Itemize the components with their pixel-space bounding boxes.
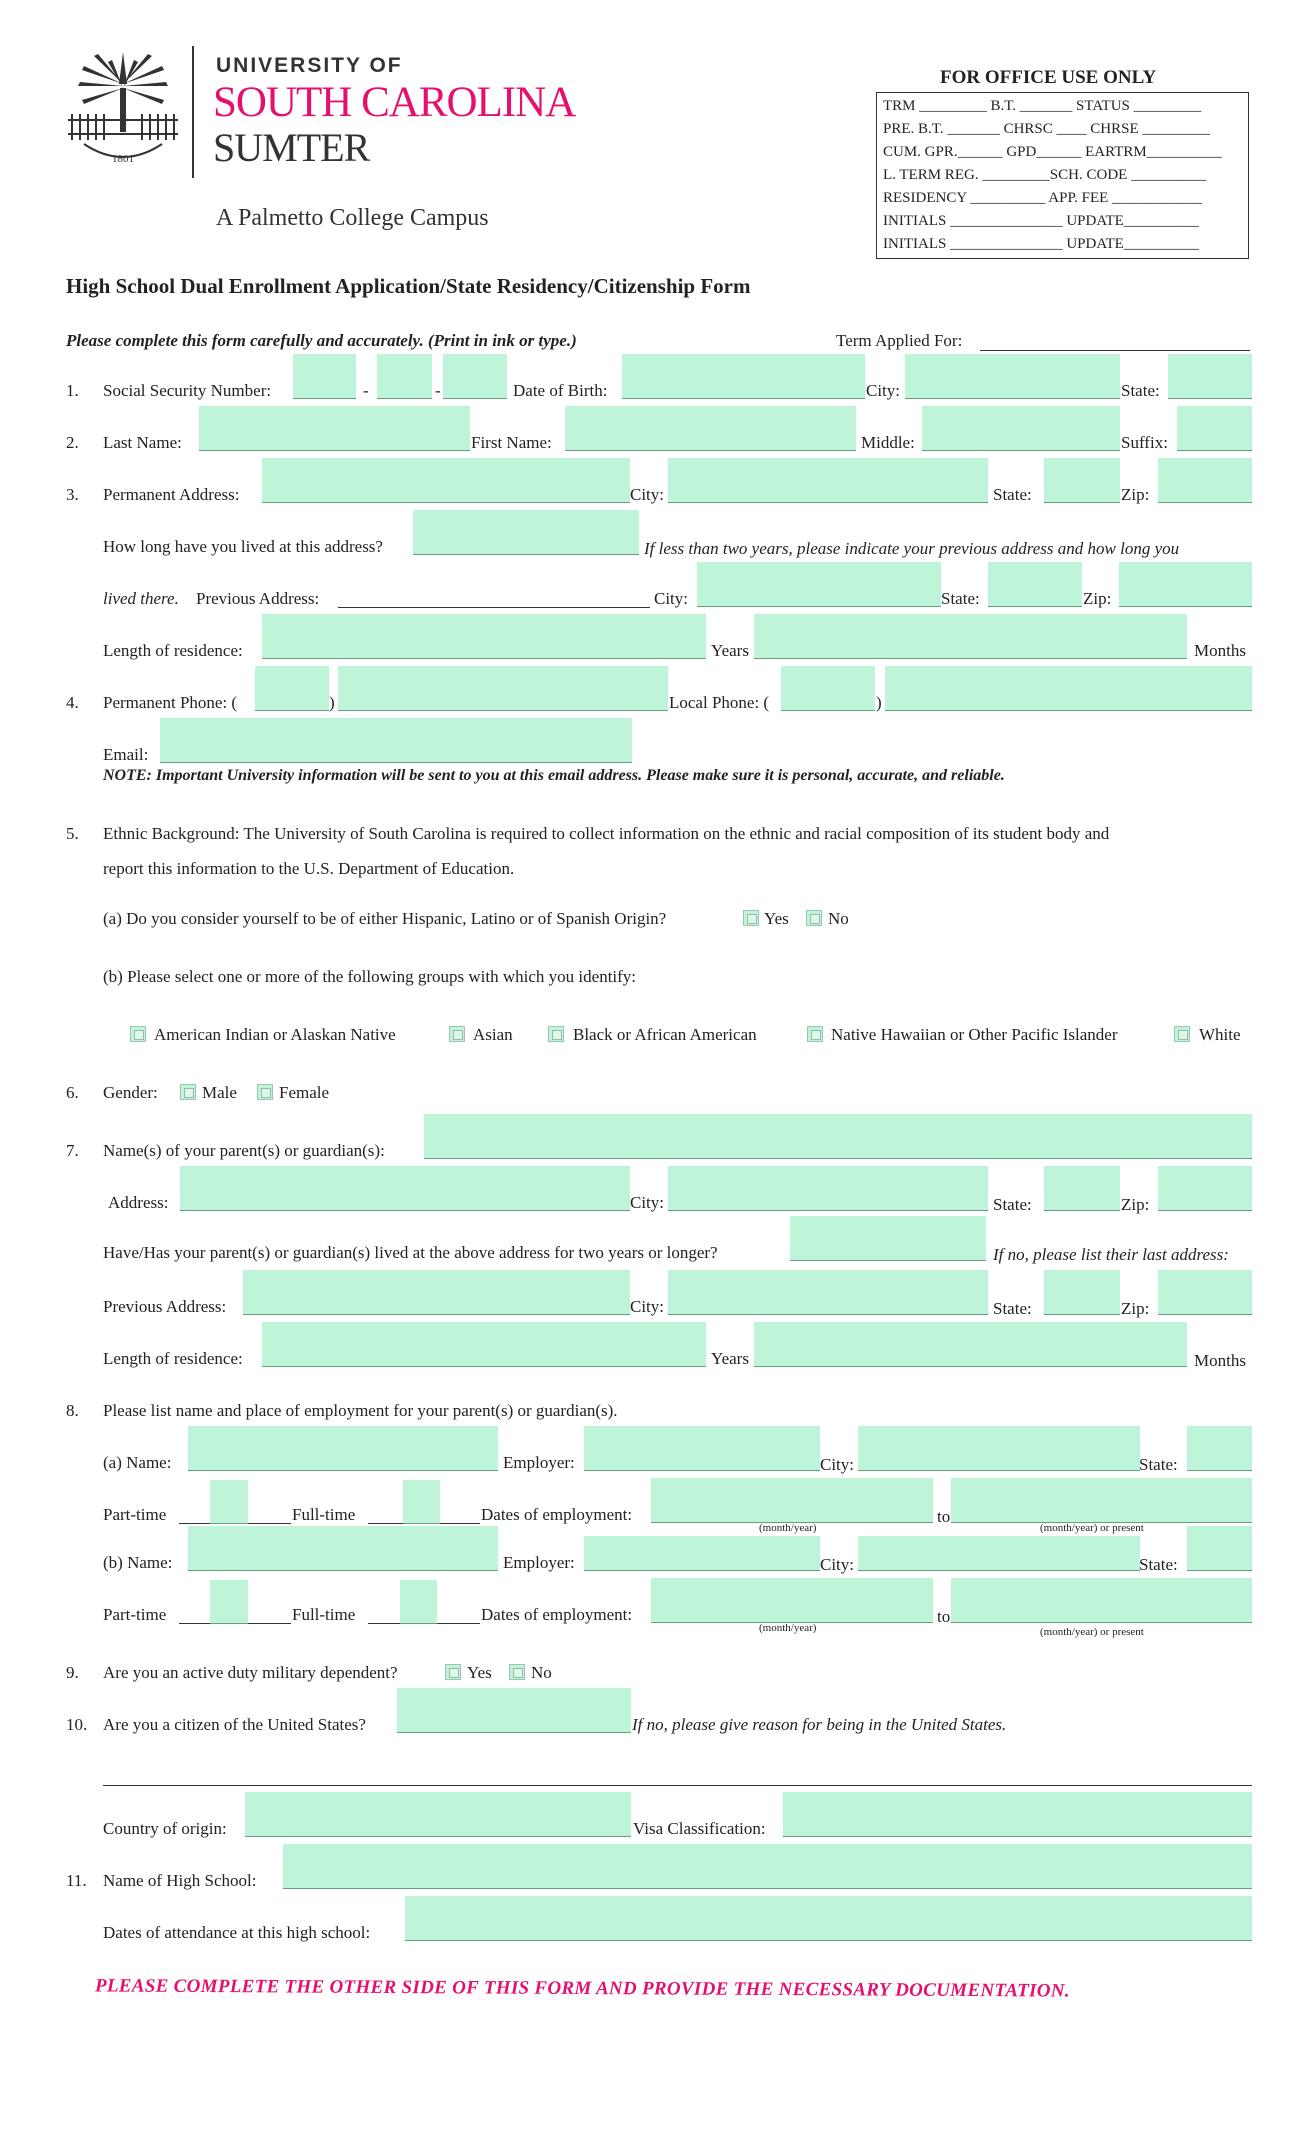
military-yes-checkbox[interactable] bbox=[445, 1664, 461, 1680]
employer-a-employer-field[interactable] bbox=[584, 1426, 820, 1471]
employer-a-employer-label: Employer: bbox=[503, 1453, 575, 1472]
group-label: White bbox=[1199, 1025, 1241, 1044]
residence-years-field[interactable] bbox=[262, 614, 706, 659]
local-phone-number-field[interactable] bbox=[885, 666, 1252, 711]
parent-prev-address-field[interactable] bbox=[243, 1270, 630, 1315]
parent-names-field[interactable] bbox=[424, 1114, 1252, 1159]
office-row: RESIDENCY __________ APP. FEE ____________ bbox=[883, 190, 1203, 206]
office-row: TRM _________ B.T. _______ STATUS _________ bbox=[883, 98, 1202, 114]
parent-state-field[interactable] bbox=[1044, 1166, 1120, 1211]
employer-b-city-field[interactable] bbox=[858, 1536, 1140, 1571]
ssn-dash: - bbox=[435, 381, 441, 400]
male-label: Male bbox=[202, 1083, 237, 1102]
first-name-label: First Name: bbox=[471, 433, 552, 452]
perm-state-field[interactable] bbox=[1044, 458, 1120, 503]
office-row: INITIALS _______________ UPDATE__________ bbox=[883, 236, 1199, 252]
parent-zip-field[interactable] bbox=[1158, 1166, 1252, 1211]
dob-field[interactable] bbox=[622, 354, 865, 399]
employer-b-parttime-field[interactable] bbox=[210, 1580, 248, 1624]
groups-question: (b) Please select one or more of the following groups with which you identify: bbox=[103, 967, 637, 986]
ssn-field-1[interactable] bbox=[293, 354, 356, 399]
parent-state-label: State: bbox=[993, 1195, 1032, 1214]
q3-number: 3. bbox=[66, 485, 79, 504]
email-label: Email: bbox=[103, 745, 149, 764]
part-time-label: Part-time bbox=[103, 1605, 167, 1624]
last-name-field[interactable] bbox=[199, 406, 470, 451]
parent-lived-question: Have/Has your parent(s) or guardian(s) lived at the above address for two years or longer? bbox=[103, 1243, 718, 1262]
perm-phone-label: Permanent Phone: ( bbox=[103, 693, 238, 712]
prev-zip-label: Zip: bbox=[1083, 589, 1112, 608]
parent-lived-field[interactable] bbox=[790, 1216, 986, 1261]
citizen-if-no-note: If no, please give reason for being in the United States. bbox=[632, 1715, 1007, 1734]
local-phone-label: Local Phone: ( bbox=[669, 693, 770, 712]
part-time-label: Part-time bbox=[103, 1505, 167, 1524]
prev-address-label: Previous Address: bbox=[196, 589, 320, 608]
perm-phone-area-field[interactable] bbox=[255, 666, 329, 711]
citizen-question: Are you a citizen of the United States? bbox=[103, 1715, 366, 1734]
employer-a-state-label: State: bbox=[1139, 1455, 1178, 1474]
q2-number: 2. bbox=[66, 433, 79, 452]
ethnic-text-line2: report this information to the U.S. Department of Education. bbox=[103, 859, 515, 878]
q1-number: 1. bbox=[66, 381, 79, 400]
employer-a-parttime-field[interactable] bbox=[210, 1480, 248, 1524]
parent-years-label: Years bbox=[711, 1349, 749, 1368]
birth-city-label: City: bbox=[866, 381, 901, 400]
perm-address-field[interactable] bbox=[262, 458, 630, 503]
country-origin-field[interactable] bbox=[245, 1792, 631, 1837]
asian-checkbox[interactable] bbox=[449, 1026, 465, 1042]
country-origin-label: Country of origin: bbox=[103, 1819, 227, 1838]
attendance-dates-field[interactable] bbox=[405, 1896, 1252, 1941]
group-label: Asian bbox=[473, 1025, 513, 1044]
employer-b-employer-field[interactable] bbox=[584, 1536, 820, 1571]
full-time-label: Full-time bbox=[292, 1605, 356, 1624]
ethnic-text-line1: Ethnic Background: The University of South Carolina is required to collect information on the ethnic and racial composition of its student body and bbox=[103, 824, 1110, 843]
years-label: Years bbox=[711, 641, 749, 660]
month-year-hint: (month/year) bbox=[759, 1522, 817, 1534]
employer-b-end-date-field[interactable] bbox=[951, 1578, 1252, 1623]
form-title: High School Dual Enrollment Application/State Residency/Citizenship Form bbox=[66, 274, 751, 298]
parent-city-field[interactable] bbox=[668, 1166, 988, 1211]
term-applied-label: Term Applied For: bbox=[836, 331, 963, 350]
gender-label: Gender: bbox=[103, 1083, 158, 1102]
hispanic-no-checkbox[interactable] bbox=[806, 910, 822, 926]
q9-number: 9. bbox=[66, 1663, 79, 1682]
birth-city-field[interactable] bbox=[905, 354, 1120, 399]
paren-close: ) bbox=[329, 693, 335, 712]
hispanic-yes-label: Yes bbox=[764, 909, 789, 928]
parent-names-label: Name(s) of your parent(s) or guardian(s): bbox=[103, 1141, 385, 1160]
office-row: L. TERM REG. _________SCH. CODE __________ bbox=[883, 167, 1207, 183]
group-label: Black or African American bbox=[573, 1025, 757, 1044]
how-long-label: How long have you lived at this address? bbox=[103, 537, 383, 556]
high-school-label: Name of High School: bbox=[103, 1871, 257, 1890]
month-year-present-hint: (month/year) or present bbox=[1040, 1626, 1144, 1638]
length-residence-label: Length of residence: bbox=[103, 641, 243, 660]
employer-a-end-date-field[interactable] bbox=[951, 1478, 1252, 1523]
lived-there-note: lived there. bbox=[103, 589, 179, 608]
ssn-field-3[interactable] bbox=[443, 354, 507, 399]
employer-a-city-field[interactable] bbox=[858, 1426, 1140, 1471]
employer-b-state-field[interactable] bbox=[1187, 1526, 1252, 1571]
hispanic-no-label: No bbox=[828, 909, 849, 928]
group-label: Native Hawaiian or Other Pacific Islander bbox=[831, 1025, 1118, 1044]
hispanic-yes-checkbox[interactable] bbox=[743, 910, 759, 926]
email-note: NOTE: Important University information will be sent to you at this email address. Please make sure it is personal, accurate, and reliable. bbox=[103, 767, 1005, 784]
parent-prev-state-label: State: bbox=[993, 1299, 1032, 1318]
employer-b-employer-label: Employer: bbox=[503, 1553, 575, 1572]
dates-employment-label: Dates of employment: bbox=[481, 1505, 633, 1524]
female-label: Female bbox=[279, 1083, 330, 1102]
q5-number: 5. bbox=[66, 824, 79, 843]
american-indian-checkbox[interactable] bbox=[130, 1026, 146, 1042]
middle-label: Middle: bbox=[861, 433, 915, 452]
black-checkbox[interactable] bbox=[548, 1026, 564, 1042]
perm-address-label: Permanent Address: bbox=[103, 485, 240, 504]
q10-number: 10. bbox=[66, 1715, 88, 1734]
parent-prev-city-field[interactable] bbox=[668, 1270, 988, 1315]
to-label: to bbox=[937, 1507, 951, 1526]
male-checkbox[interactable] bbox=[180, 1084, 196, 1100]
month-year-present-hint: (month/year) or present bbox=[1040, 1522, 1144, 1534]
citizen-field[interactable] bbox=[397, 1688, 631, 1733]
prev-address-line[interactable] bbox=[338, 607, 650, 608]
parent-months-label: Months bbox=[1194, 1351, 1246, 1370]
logo-divider bbox=[192, 46, 194, 178]
email-field[interactable] bbox=[160, 718, 632, 763]
attendance-dates-label: Dates of attendance at this high school: bbox=[103, 1923, 371, 1942]
paren-close: ) bbox=[876, 693, 882, 712]
employer-b-fulltime-field[interactable] bbox=[400, 1580, 437, 1624]
employer-a-city-label: City: bbox=[820, 1455, 855, 1474]
prev-city-field[interactable] bbox=[697, 562, 941, 607]
q11-number: 11. bbox=[66, 1871, 87, 1890]
seal-year: 1801 bbox=[112, 153, 134, 165]
military-yes-label: Yes bbox=[467, 1663, 492, 1682]
term-applied-line[interactable] bbox=[980, 350, 1250, 351]
middle-field[interactable] bbox=[922, 406, 1120, 451]
employment-intro: Please list name and place of employment for your parent(s) or guardian(s). bbox=[103, 1401, 618, 1420]
university-of-text: UNIVERSITY OF bbox=[216, 54, 403, 77]
parent-zip-label: Zip: bbox=[1121, 1195, 1150, 1214]
parent-prev-address-label: Previous Address: bbox=[103, 1297, 227, 1316]
employer-a-name-field[interactable] bbox=[188, 1426, 498, 1471]
native-hawaiian-checkbox[interactable] bbox=[807, 1026, 823, 1042]
parent-length-label: Length of residence: bbox=[103, 1349, 243, 1368]
dates-employment-label: Dates of employment: bbox=[481, 1605, 633, 1624]
hispanic-question: (a) Do you consider yourself to be of either Hispanic, Latino or of Spanish Origin? bbox=[103, 909, 667, 928]
perm-state-label: State: bbox=[993, 485, 1032, 504]
perm-phone-number-field[interactable] bbox=[338, 666, 668, 711]
female-checkbox[interactable] bbox=[257, 1084, 273, 1100]
employer-b-city-label: City: bbox=[820, 1555, 855, 1574]
q6-number: 6. bbox=[66, 1083, 79, 1102]
parent-years-field[interactable] bbox=[262, 1322, 706, 1367]
residence-months-field[interactable] bbox=[754, 614, 1187, 659]
campus-tagline: A Palmetto College Campus bbox=[216, 205, 489, 231]
perm-zip-field[interactable] bbox=[1158, 458, 1252, 503]
parent-address-label: Address: bbox=[108, 1193, 169, 1212]
q4-number: 4. bbox=[66, 693, 79, 712]
suffix-field[interactable] bbox=[1177, 406, 1252, 451]
south-carolina-text: SOUTH CAROLINA bbox=[213, 79, 576, 126]
office-use-box bbox=[876, 92, 1249, 259]
if-less-note: If less than two years, please indicate your previous address and how long you bbox=[644, 539, 1180, 558]
instructions: Please complete this form carefully and accurately. (Print in ink or type.) bbox=[66, 331, 577, 350]
employer-b-start-date-field[interactable] bbox=[651, 1578, 933, 1623]
perm-city-label: City: bbox=[630, 485, 665, 504]
prev-state-field[interactable] bbox=[988, 562, 1082, 607]
footer-notice: PLEASE COMPLETE THE OTHER SIDE OF THIS FORM AND PROVIDE THE NECESSARY DOCUMENTATION. bbox=[94, 1975, 1070, 2002]
employer-a-start-date-field[interactable] bbox=[651, 1478, 933, 1523]
ssn-field-2[interactable] bbox=[377, 354, 432, 399]
local-phone-area-field[interactable] bbox=[781, 666, 875, 711]
parent-address-field[interactable] bbox=[180, 1166, 630, 1211]
month-year-hint: (month/year) bbox=[759, 1622, 817, 1634]
employer-a-fulltime-field[interactable] bbox=[403, 1480, 440, 1524]
office-row: CUM. GPR.______ GPD______ EARTRM__________ bbox=[883, 144, 1222, 160]
q7-number: 7. bbox=[66, 1141, 79, 1160]
employer-a-state-field[interactable] bbox=[1187, 1426, 1252, 1471]
q8-number: 8. bbox=[66, 1401, 79, 1420]
employer-b-state-label: State: bbox=[1139, 1555, 1178, 1574]
parent-prev-state-field[interactable] bbox=[1044, 1270, 1120, 1315]
prev-city-label: City: bbox=[654, 589, 689, 608]
parent-prev-zip-label: Zip: bbox=[1121, 1299, 1150, 1318]
perm-zip-label: Zip: bbox=[1121, 485, 1150, 504]
prev-state-label: State: bbox=[941, 589, 980, 608]
military-no-checkbox[interactable] bbox=[509, 1664, 525, 1680]
high-school-field[interactable] bbox=[283, 1844, 1252, 1889]
first-name-field[interactable] bbox=[565, 406, 856, 451]
parent-prev-city-label: City: bbox=[630, 1297, 665, 1316]
group-label: American Indian or Alaskan Native bbox=[154, 1025, 396, 1044]
ssn-label: Social Security Number: bbox=[103, 381, 272, 400]
visa-field[interactable] bbox=[783, 1792, 1252, 1837]
ssn-dash: - bbox=[363, 381, 369, 400]
sumter-text: SUMTER bbox=[213, 125, 370, 170]
months-label: Months bbox=[1194, 641, 1246, 660]
prev-zip-field[interactable] bbox=[1119, 562, 1252, 607]
parent-if-no-note: If no, please list their last address: bbox=[993, 1245, 1229, 1264]
office-row: PRE. B.T. _______ CHRSC ____ CHRSE _________ bbox=[883, 121, 1210, 137]
parent-city-label: City: bbox=[630, 1193, 665, 1212]
employer-b-name-field[interactable] bbox=[188, 1526, 498, 1571]
perm-city-field[interactable] bbox=[668, 458, 988, 503]
dob-label: Date of Birth: bbox=[513, 381, 608, 400]
visa-label: Visa Classification: bbox=[633, 1819, 766, 1838]
office-row: INITIALS _______________ UPDATE__________ bbox=[883, 213, 1199, 229]
palmetto-seal-icon bbox=[64, 44, 182, 180]
last-name-label: Last Name: bbox=[103, 433, 182, 452]
suffix-label: Suffix: bbox=[1121, 433, 1168, 452]
employer-b-name-label: (b) Name: bbox=[103, 1553, 173, 1572]
birth-state-field[interactable] bbox=[1168, 354, 1252, 399]
parent-months-field[interactable] bbox=[754, 1322, 1187, 1367]
birth-state-label: State: bbox=[1121, 381, 1160, 400]
white-checkbox[interactable] bbox=[1174, 1026, 1190, 1042]
how-long-field[interactable] bbox=[413, 510, 639, 555]
office-use-title: FOR OFFICE USE ONLY bbox=[940, 67, 1157, 88]
parent-prev-zip-field[interactable] bbox=[1158, 1270, 1252, 1315]
citizen-reason-line[interactable] bbox=[103, 1785, 1252, 1786]
full-time-label: Full-time bbox=[292, 1505, 356, 1524]
military-no-label: No bbox=[531, 1663, 552, 1682]
military-question: Are you an active duty military dependent? bbox=[103, 1663, 398, 1682]
employer-a-name-label: (a) Name: bbox=[103, 1453, 172, 1472]
to-label: to bbox=[937, 1607, 951, 1626]
